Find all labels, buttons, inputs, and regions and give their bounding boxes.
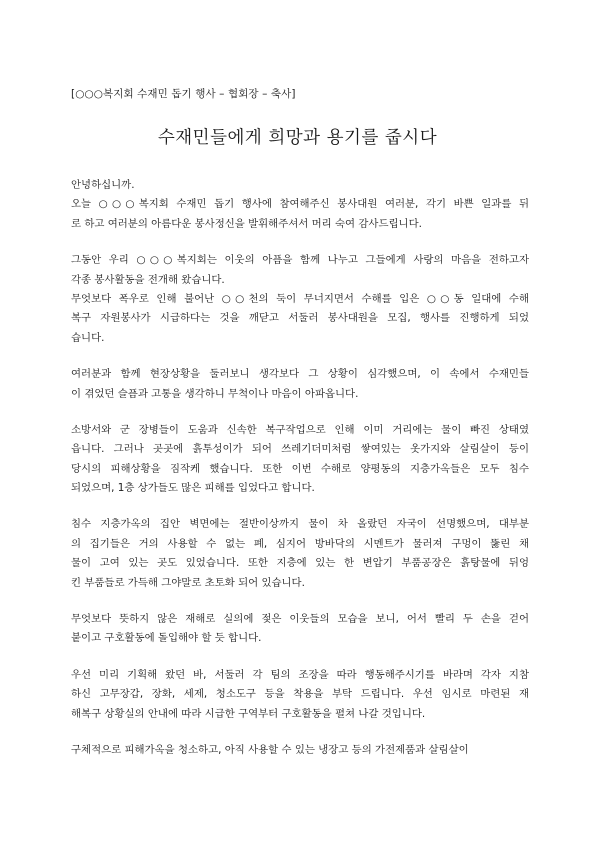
document-body [71, 176, 529, 777]
paragraph-line: 붙이고 구호활동에 돌입해야 할 듯 합니다. [71, 632, 262, 645]
paragraph [71, 741, 529, 760]
paragraph-line: 구체적으로 피해가옥을 청소하고, 아직 사용할 수 있는 냉장고 등의 가전제품과 살림살이 [71, 743, 469, 756]
document-title: 수재민들에게 희망과 용기를 줍시다 [157, 128, 438, 148]
paragraph [71, 290, 529, 348]
paragraph [71, 176, 529, 195]
paragraph-line: 안녕하십니까. [71, 179, 135, 191]
paragraph-line: 의 집기들은 거의 사용할 수 없는 폐, 심지어 방바닥의 시멘트가 물러져 구멍이 뚫린 채 [71, 537, 529, 550]
paragraph-line: 로 하고 여러분의 아름다운 봉사정신을 발휘해주셔서 머리 숙여 감사드립니다. [71, 217, 422, 230]
paragraph-line: 습니다. [71, 331, 105, 344]
paragraph-line: 당시의 피해상황을 짐작케 했습니다. 또한 이번 수해로 양평동의 지층가옥들은 모두 침수 [71, 462, 529, 475]
paragraph-line: 소방서와 군 장병들이 도움과 신속한 복구작업으로 인해 이미 거리에는 물이 빠진 상태였 [71, 423, 529, 436]
paragraph-line: 읍니다. 그러나 곳곳에 흙투성이가 되어 쓰레기더미처럼 쌓여있는 옷가지와 살림살이 등이 [71, 443, 529, 456]
paragraph-line: 하신 고무장갑, 장화, 세제, 청소도구 등을 착용을 부탁 드립니다. 우선 임시로 마련된 재 [71, 688, 529, 701]
paragraph-line: 해복구 상황실의 안내에 따라 시급한 구역부터 구호활동을 펼쳐 나갈 것입니다. [71, 707, 426, 720]
paragraph-line: 침수 지층가옥의 집안 벽면에는 절반이상까지 물이 차 올랐던 자국이 선명했으며, 대부분 [71, 518, 529, 531]
paragraph [71, 195, 529, 234]
paragraph-line: 물이 고여 있는 곳도 있었습니다. 또한 지층에 있는 한 변압기 부품공장은 흙탕물에 뒤엉 [71, 557, 529, 570]
paragraph-line: 복구 자원봉사가 시급하다는 것을 깨닫고 서둘러 봉사대원을 모집, 행사를 진행하게 되었 [71, 312, 529, 325]
paragraph-line: 여러분과 함께 현장상황을 둘러보니 생각보다 그 상황이 심각했으며, 이 속에서 수재민들 [71, 368, 529, 381]
paragraph-line: 킨 부품들로 가득해 그야말로 초토화 되어 있습니다. [71, 576, 305, 589]
paragraph-line: 각종 봉사활동을 전개해 왔습니다. [71, 273, 225, 286]
paragraph [71, 610, 529, 649]
paragraph-line: 이 겪었던 슬픔과 고통을 생각하니 무척이나 마음이 아파옵니다. [71, 387, 359, 400]
paragraph-line: 무엇보다 뜻하지 않은 재해로 실의에 젖은 이웃들의 모습을 보니, 어서 빨리 두 손을 걷어 [71, 613, 529, 626]
paragraph [71, 365, 529, 404]
paragraph [71, 666, 529, 724]
paragraph-line: 되었으며, 1층 상가들도 많은 피해를 입었다고 합니다. [71, 482, 315, 495]
paragraph-line: 무엇보다 폭우로 인해 불어난 ○○천의 둑이 무너지면서 수해를 입은 ○○동 일대에 수해 [71, 292, 529, 305]
document-header: [○○○복지회 수재민 돕기 행사 – 협회장 – 축사] [71, 88, 296, 100]
paragraph-line: 오늘 ○○○복지회 수재민 돕기 행사에 참여해주신 봉사대원 여러분, 각기 바쁜 일과를 뒤 [71, 198, 529, 211]
paragraph [71, 421, 529, 499]
paragraph-line: 그동안 우리 ○○○복지회는 이웃의 아픔을 함께 나누고 그들에게 사랑의 마음을 전하고자 [71, 254, 529, 267]
paragraph-line: 우선 미리 기획해 왔던 바, 서둘러 각 팀의 조장을 따라 행동해주시기를 바라며 각자 지참 [71, 668, 529, 681]
paragraph [71, 515, 529, 593]
paragraph [71, 251, 529, 290]
